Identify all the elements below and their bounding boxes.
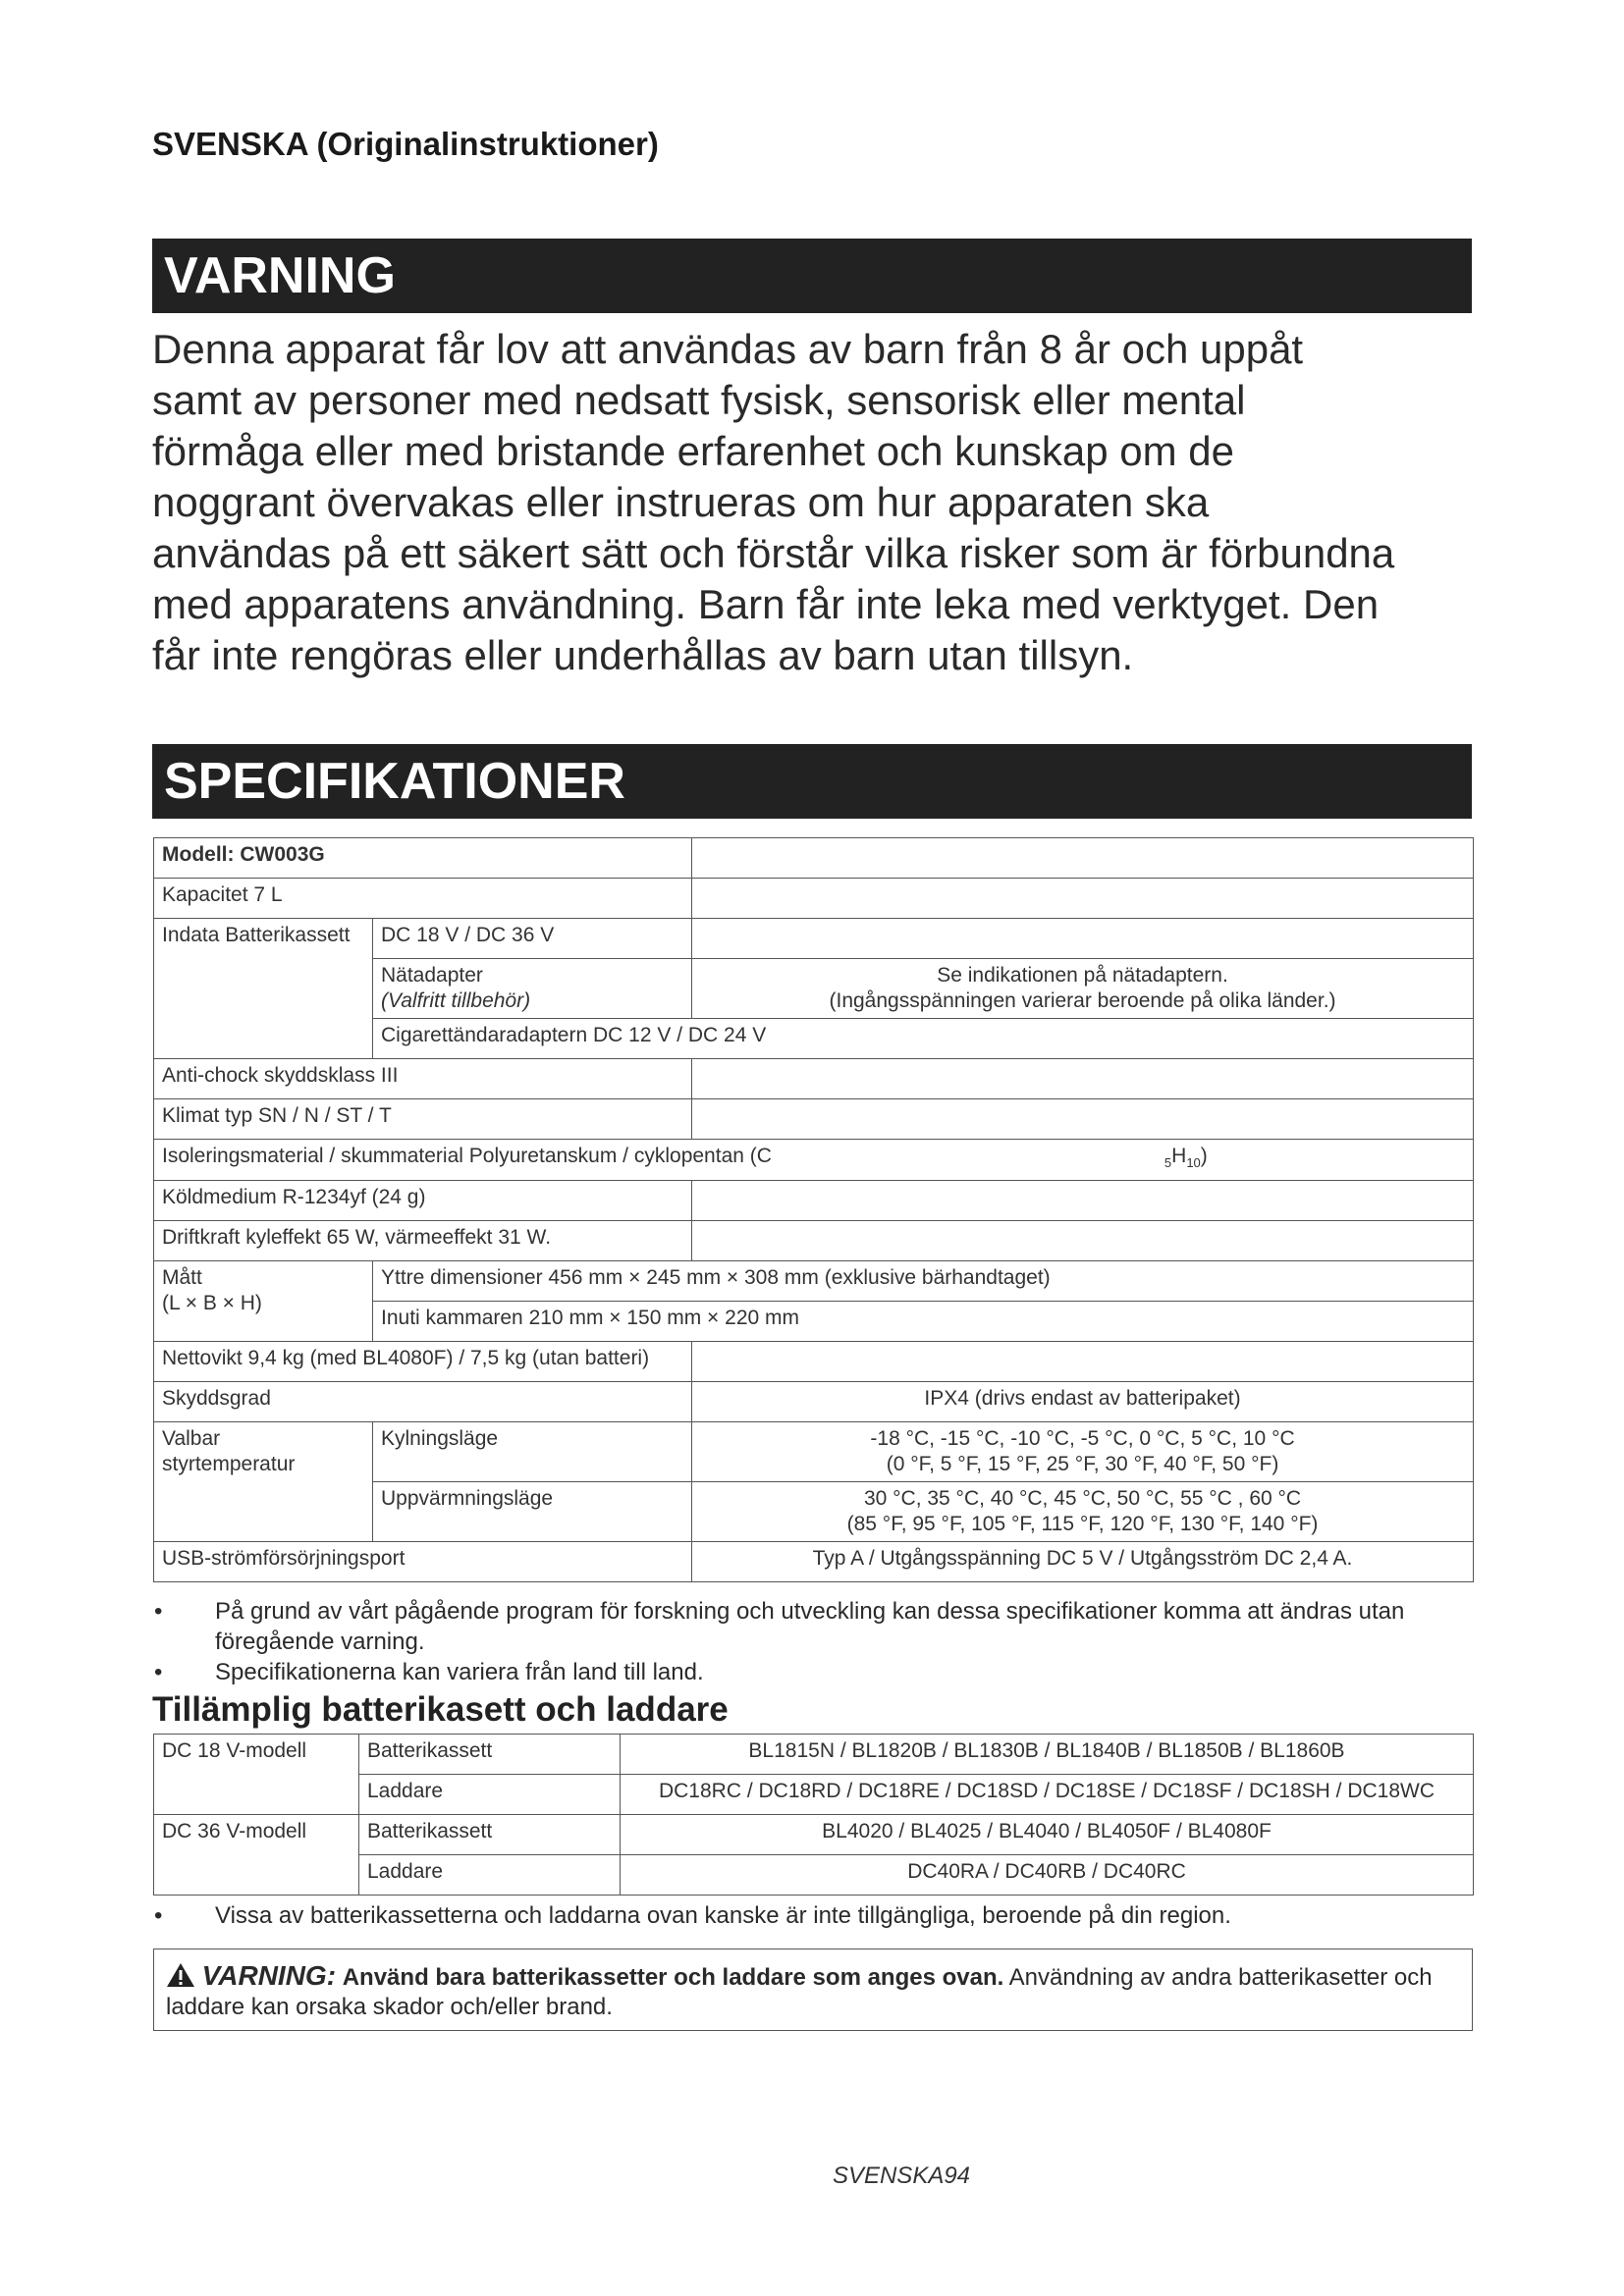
spec-dims-inner: Inuti kammaren 210 mm × 150 mm × 220 mm [373, 1302, 1474, 1342]
spec-cooling-label: Kylningsläge [373, 1422, 692, 1482]
spec-heating-label: Uppvärmningsläge [373, 1482, 692, 1542]
spec-input-cigarette: Cigarettändaradaptern DC 12 V / DC 24 V [373, 1019, 1474, 1059]
spec-heating-value: 30 °C, 35 °C, 40 °C, 45 °C, 50 °C, 55 °C , 60 °C (85 °F, 95 °F, 105 °F, 115 °F, 120 °F, 130 °F, 140 °F) [692, 1482, 1474, 1542]
warning-paragraph [152, 324, 1488, 681]
list-item: • På grund av vårt pågående program för forskning och utveckling kan dessa specifikationer komma att ändras utan föregående varning. [154, 1598, 1405, 1655]
warning-label: VARNING: [201, 1960, 337, 1991]
battery-value: BL4020 / BL4025 / BL4040 / BL4050F / BL4080F [621, 1815, 1474, 1855]
spec-protection-label: Skyddsgrad [154, 1382, 692, 1422]
language-title: SVENSKA (Originalinstruktioner) [152, 126, 659, 162]
spec-input-battery-value: DC 18 V / DC 36 V [373, 919, 692, 959]
region-notes-list [152, 1900, 1472, 1931]
list-item: • Vissa av batterikassetterna och laddarna ovan kanske är inte tillgängliga, beroende på din region. [154, 1902, 1231, 1929]
spec-temp-label: Valbar styrtemperatur [154, 1422, 373, 1542]
spec-refrigerant: Köldmedium R-1234yf (24 g) [154, 1181, 692, 1221]
spec-input-adapter-value: Se indikationen på nätadaptern. (Ingångsspänningen varierar beroende på olika länder.) [692, 959, 1474, 1019]
battery-label: Batterikassett [359, 1735, 621, 1775]
spec-usb-label: USB-strömförsörjningsport [154, 1542, 692, 1582]
warning-line: med apparatens användning. Barn får inte leka med verktyget. Den [152, 581, 1380, 627]
table-row [154, 1542, 1474, 1582]
table-row [154, 1342, 1474, 1382]
warning-text: Användning av andra batterikasetter och laddare kan orsaka skador och/eller brand. [166, 1964, 1433, 2020]
charger-label: Laddare [359, 1775, 621, 1815]
table-row [154, 1099, 1474, 1140]
warning-line: får inte rengöras eller underhållas av barn utan tillsyn. [152, 632, 1134, 678]
table-row [154, 1261, 1474, 1302]
warning-strong-text: Använd bara batterikassetter och laddare som anges ovan. [342, 1964, 1004, 1991]
warning-triangle-icon [166, 1964, 202, 1991]
spec-net-weight: Nettovikt 9,4 kg (med BL4080F) / 7,5 kg (utan batteri) [154, 1342, 692, 1382]
spec-capacity: Kapacitet 7 L [154, 879, 692, 919]
warning-line: Denna apparat får lov att användas av barn från 8 år och uppåt [152, 326, 1304, 372]
warning-line: förmåga eller med bristande erfarenhet och kunskap om de [152, 428, 1234, 474]
specifications-heading: SPECIFIKATIONER [152, 744, 1472, 819]
notes-list [152, 1596, 1472, 1687]
spec-model: Modell: CW003G [154, 838, 692, 879]
table-row [154, 879, 1474, 919]
page-footer: SVENSKA94 [832, 2163, 971, 2189]
battery-model: DC 18 V-modell [154, 1735, 359, 1815]
battery-heading: Tillämplig batterikasett och laddare [152, 1690, 729, 1729]
battery-table [153, 1734, 1474, 1896]
spec-antishock: Anti-chock skyddsklass III [154, 1059, 692, 1099]
warning-line: samt av personer med nedsatt fysisk, sensorisk eller mental [152, 377, 1246, 423]
table-row [154, 919, 1474, 959]
battery-model: DC 36 V-modell [154, 1815, 359, 1896]
table-row [154, 1735, 1474, 1775]
spec-dims-outer: Yttre dimensioner 456 mm × 245 mm × 308 mm (exklusive bärhandtaget) [373, 1261, 1474, 1302]
spec-input-label: Indata Batterikassett [154, 919, 373, 1059]
charger-label: Laddare [359, 1855, 621, 1896]
spec-insulation: Isoleringsmaterial / skummaterial Polyuretanskum / cyklopentan (C $_5H_{10}$) [154, 1140, 1474, 1181]
warning-heading: VARNING [152, 239, 1472, 313]
spec-input-adapter: Nätadapter (Valfritt tillbehör) [373, 959, 692, 1019]
warning-line: noggrant övervakas eller instrueras om hur apparaten ska [152, 479, 1210, 525]
table-row [154, 1140, 1474, 1181]
spec-protection-value: IPX4 (drivs endast av batteripaket) [692, 1382, 1474, 1422]
spec-climate: Klimat typ SN / N / ST / T [154, 1099, 692, 1140]
spec-cooling-value: -18 °C, -15 °C, -10 °C, -5 °C, 0 °C, 5 °C, 10 °C (0 °F, 5 °F, 15 °F, 25 °F, 30 °F, 40 °F, 50 °F) [692, 1422, 1474, 1482]
table-row [154, 1221, 1474, 1261]
table-row [154, 1815, 1474, 1855]
table-row [154, 1059, 1474, 1099]
battery-label: Batterikassett [359, 1815, 621, 1855]
spec-usb-value: Typ A / Utgångsspänning DC 5 V / Utgångsström DC 2,4 A. [692, 1542, 1474, 1582]
battery-warning-box [153, 1949, 1473, 2031]
spec-dims-label: Mått (L × B × H) [154, 1261, 373, 1342]
table-row [154, 1422, 1474, 1482]
table-row [154, 1382, 1474, 1422]
charger-value: DC18RC / DC18RD / DC18RE / DC18SD / DC18SE / DC18SF / DC18SH / DC18WC [621, 1775, 1474, 1815]
warning-line: användas på ett säkert sätt och förstår vilka risker som är förbundna [152, 530, 1395, 576]
battery-value: BL1815N / BL1820B / BL1830B / BL1840B / BL1850B / BL1860B [621, 1735, 1474, 1775]
specifications-table [153, 837, 1474, 1582]
table-row [154, 838, 1474, 879]
charger-value: DC40RA / DC40RB / DC40RC [621, 1855, 1474, 1896]
list-item: • Specifikationerna kan variera från land till land. [154, 1659, 704, 1685]
spec-power: Driftkraft kyleffekt 65 W, värmeeffekt 31 W. [154, 1221, 692, 1261]
table-row [154, 1181, 1474, 1221]
